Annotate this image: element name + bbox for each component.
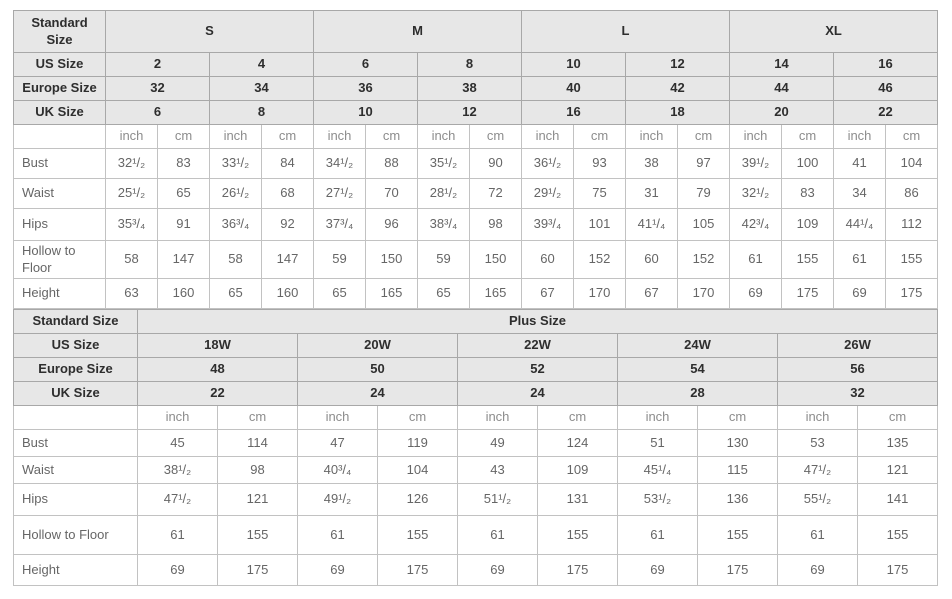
measurement-value-cell: 25¹/₂: [106, 179, 158, 209]
us-size-cell: 26W: [778, 334, 938, 358]
corner-label-cell: Standard Size: [14, 310, 138, 334]
measurement-value-cell: 69: [298, 555, 378, 586]
unit-cm-cell: cm: [886, 125, 938, 149]
uk-size-row-label: UK Size: [14, 382, 138, 406]
measurement-value-cell: 34: [834, 179, 886, 209]
measurement-row-label: Bust: [14, 430, 138, 457]
measurement-value-cell: 90: [470, 149, 522, 179]
us-size-cell: 2: [106, 53, 210, 77]
measurement-value-cell: 155: [538, 516, 618, 555]
measurement-value-cell: 61: [834, 241, 886, 279]
unit-inch-cell: inch: [834, 125, 886, 149]
measurement-value-cell: 147: [158, 241, 210, 279]
uk-size-cell: 22: [138, 382, 298, 406]
measurement-value-cell: 155: [886, 241, 938, 279]
measurement-value-cell: 109: [782, 209, 834, 241]
measurement-value-cell: 152: [678, 241, 730, 279]
uk-size-cell: 24: [458, 382, 618, 406]
measurement-value-cell: 59: [418, 241, 470, 279]
unit-cm-cell: cm: [158, 125, 210, 149]
measurement-value-cell: 41: [834, 149, 886, 179]
us-size-cell: 18W: [138, 334, 298, 358]
uk-size-cell: 28: [618, 382, 778, 406]
europe-size-cell: 54: [618, 358, 778, 382]
measurement-row-label: Waist: [14, 457, 138, 484]
measurement-value-cell: 47: [298, 430, 378, 457]
measurement-value-cell: 100: [782, 149, 834, 179]
europe-size-cell: 52: [458, 358, 618, 382]
measurement-value-cell: 170: [678, 279, 730, 309]
measurement-row-label: Hips: [14, 484, 138, 516]
measurement-value-cell: 69: [730, 279, 782, 309]
unit-cm-cell: cm: [218, 406, 298, 430]
europe-size-cell: 38: [418, 77, 522, 101]
measurement-value-cell: 38: [626, 149, 678, 179]
measurement-value-cell: 29¹/₂: [522, 179, 574, 209]
measurement-value-cell: 42³/₄: [730, 209, 782, 241]
measurement-value-cell: 155: [218, 516, 298, 555]
us-size-cell: 16: [834, 53, 938, 77]
measurement-value-cell: 49: [458, 430, 538, 457]
measurement-row-label: Hips: [14, 209, 106, 241]
unit-inch-cell: inch: [618, 406, 698, 430]
measurement-value-cell: 53: [778, 430, 858, 457]
measurement-value-cell: 34¹/₂: [314, 149, 366, 179]
unit-inch-cell: inch: [418, 125, 470, 149]
measurement-value-cell: 39¹/₂: [730, 149, 782, 179]
measurement-value-cell: 61: [730, 241, 782, 279]
measurement-value-cell: 40³/₄: [298, 457, 378, 484]
measurement-row-label: Bust: [14, 149, 106, 179]
uk-size-cell: 10: [314, 101, 418, 125]
europe-size-row-label: Europe Size: [14, 77, 106, 101]
measurement-value-cell: 83: [782, 179, 834, 209]
measurement-value-cell: 38¹/₂: [138, 457, 218, 484]
us-size-cell: 12: [626, 53, 730, 77]
measurement-value-cell: 93: [574, 149, 626, 179]
size-group-cell: S: [106, 11, 314, 53]
uk-size-cell: 12: [418, 101, 522, 125]
measurement-value-cell: 112: [886, 209, 938, 241]
us-size-cell: 10: [522, 53, 626, 77]
measurement-value-cell: 67: [522, 279, 574, 309]
uk-size-cell: 16: [522, 101, 626, 125]
measurement-value-cell: 155: [858, 516, 938, 555]
measurement-value-cell: 59: [314, 241, 366, 279]
measurement-value-cell: 69: [618, 555, 698, 586]
uk-size-cell: 32: [778, 382, 938, 406]
measurement-value-cell: 61: [778, 516, 858, 555]
measurement-value-cell: 63: [106, 279, 158, 309]
uk-size-cell: 22: [834, 101, 938, 125]
measurement-value-cell: 175: [698, 555, 778, 586]
us-size-cell: 22W: [458, 334, 618, 358]
measurement-value-cell: 31: [626, 179, 678, 209]
measurement-value-cell: 60: [522, 241, 574, 279]
measurement-value-cell: 51¹/₂: [458, 484, 538, 516]
unit-cm-cell: cm: [858, 406, 938, 430]
size-group-cell: L: [522, 11, 730, 53]
measurement-value-cell: 69: [458, 555, 538, 586]
measurement-value-cell: 105: [678, 209, 730, 241]
us-size-cell: 4: [210, 53, 314, 77]
europe-size-cell: 40: [522, 77, 626, 101]
measurement-value-cell: 155: [378, 516, 458, 555]
measurement-value-cell: 49¹/₂: [298, 484, 378, 516]
size-group-cell: Plus Size: [138, 310, 938, 334]
measurement-value-cell: 109: [538, 457, 618, 484]
unit-inch-cell: inch: [106, 125, 158, 149]
measurement-value-cell: 91: [158, 209, 210, 241]
measurement-value-cell: 45¹/₄: [618, 457, 698, 484]
unit-cm-cell: cm: [366, 125, 418, 149]
europe-size-cell: 50: [298, 358, 458, 382]
measurement-row-label: Hollow to Floor: [14, 241, 106, 279]
measurement-row-label: Waist: [14, 179, 106, 209]
europe-size-row-label: Europe Size: [14, 358, 138, 382]
europe-size-cell: 56: [778, 358, 938, 382]
measurement-value-cell: 170: [574, 279, 626, 309]
measurement-value-cell: 83: [158, 149, 210, 179]
measurement-value-cell: 47¹/₂: [778, 457, 858, 484]
measurement-value-cell: 160: [158, 279, 210, 309]
europe-size-cell: 46: [834, 77, 938, 101]
measurement-value-cell: 135: [858, 430, 938, 457]
measurement-value-cell: 104: [378, 457, 458, 484]
measurement-value-cell: 175: [782, 279, 834, 309]
measurement-value-cell: 92: [262, 209, 314, 241]
measurement-value-cell: 175: [858, 555, 938, 586]
measurement-value-cell: 38³/₄: [418, 209, 470, 241]
measurement-value-cell: 165: [366, 279, 418, 309]
measurement-value-cell: 67: [626, 279, 678, 309]
unit-inch-cell: inch: [778, 406, 858, 430]
measurement-value-cell: 61: [298, 516, 378, 555]
measurement-value-cell: 58: [210, 241, 262, 279]
uk-size-cell: 18: [626, 101, 730, 125]
measurement-value-cell: 61: [618, 516, 698, 555]
measurement-value-cell: 104: [886, 149, 938, 179]
measurement-value-cell: 65: [418, 279, 470, 309]
measurement-value-cell: 155: [698, 516, 778, 555]
measurement-value-cell: 61: [458, 516, 538, 555]
measurement-value-cell: 35³/₄: [106, 209, 158, 241]
us-size-cell: 6: [314, 53, 418, 77]
unit-inch-cell: inch: [314, 125, 366, 149]
europe-size-cell: 34: [210, 77, 314, 101]
size-group-cell: XL: [730, 11, 938, 53]
measurement-value-cell: 69: [834, 279, 886, 309]
measurement-value-cell: 45: [138, 430, 218, 457]
unit-inch-cell: inch: [298, 406, 378, 430]
unit-cm-cell: cm: [678, 125, 730, 149]
measurement-value-cell: 124: [538, 430, 618, 457]
measurement-value-cell: 136: [698, 484, 778, 516]
us-size-row-label: US Size: [14, 334, 138, 358]
measurement-value-cell: 119: [378, 430, 458, 457]
size-chart: [13, 10, 938, 586]
measurement-value-cell: 175: [218, 555, 298, 586]
us-size-cell: 20W: [298, 334, 458, 358]
measurement-value-cell: 165: [470, 279, 522, 309]
europe-size-cell: 44: [730, 77, 834, 101]
measurement-value-cell: 147: [262, 241, 314, 279]
measurement-value-cell: 115: [698, 457, 778, 484]
measurement-value-cell: 97: [678, 149, 730, 179]
measurement-value-cell: 65: [210, 279, 262, 309]
measurement-value-cell: 121: [858, 457, 938, 484]
measurement-value-cell: 55¹/₂: [778, 484, 858, 516]
unit-cm-cell: cm: [538, 406, 618, 430]
units-row-empty-cell: [14, 125, 106, 149]
europe-size-cell: 42: [626, 77, 730, 101]
uk-size-cell: 20: [730, 101, 834, 125]
uk-size-cell: 8: [210, 101, 314, 125]
europe-size-cell: 36: [314, 77, 418, 101]
unit-inch-cell: inch: [522, 125, 574, 149]
measurement-value-cell: 130: [698, 430, 778, 457]
measurement-value-cell: 175: [538, 555, 618, 586]
uk-size-cell: 24: [298, 382, 458, 406]
unit-inch-cell: inch: [626, 125, 678, 149]
unit-cm-cell: cm: [698, 406, 778, 430]
measurement-value-cell: 121: [218, 484, 298, 516]
measurement-value-cell: 60: [626, 241, 678, 279]
measurement-value-cell: 43: [458, 457, 538, 484]
us-size-cell: 24W: [618, 334, 778, 358]
measurement-value-cell: 32¹/₂: [106, 149, 158, 179]
measurement-value-cell: 155: [782, 241, 834, 279]
uk-size-row-label: UK Size: [14, 101, 106, 125]
measurement-value-cell: 69: [778, 555, 858, 586]
measurement-value-cell: 69: [138, 555, 218, 586]
measurement-value-cell: 68: [262, 179, 314, 209]
measurement-value-cell: 84: [262, 149, 314, 179]
measurement-value-cell: 150: [470, 241, 522, 279]
plus-size-table: [13, 309, 938, 586]
unit-cm-cell: cm: [782, 125, 834, 149]
measurement-value-cell: 141: [858, 484, 938, 516]
measurement-value-cell: 44¹/₄: [834, 209, 886, 241]
measurement-value-cell: 51: [618, 430, 698, 457]
measurement-value-cell: 39³/₄: [522, 209, 574, 241]
us-size-cell: 8: [418, 53, 522, 77]
measurement-value-cell: 70: [366, 179, 418, 209]
measurement-row-label: Height: [14, 279, 106, 309]
measurement-value-cell: 72: [470, 179, 522, 209]
unit-cm-cell: cm: [262, 125, 314, 149]
europe-size-cell: 48: [138, 358, 298, 382]
measurement-row-label: Height: [14, 555, 138, 586]
measurement-value-cell: 131: [538, 484, 618, 516]
us-size-cell: 14: [730, 53, 834, 77]
measurement-value-cell: 53¹/₂: [618, 484, 698, 516]
units-row-empty-cell: [14, 406, 138, 430]
measurement-value-cell: 175: [886, 279, 938, 309]
measurement-value-cell: 98: [470, 209, 522, 241]
measurement-value-cell: 33¹/₂: [210, 149, 262, 179]
measurement-value-cell: 150: [366, 241, 418, 279]
unit-cm-cell: cm: [574, 125, 626, 149]
unit-inch-cell: inch: [210, 125, 262, 149]
size-group-cell: M: [314, 11, 522, 53]
unit-cm-cell: cm: [470, 125, 522, 149]
measurement-value-cell: 32¹/₂: [730, 179, 782, 209]
measurement-value-cell: 114: [218, 430, 298, 457]
measurement-value-cell: 86: [886, 179, 938, 209]
standard-size-table: [13, 10, 938, 309]
measurement-value-cell: 36³/₄: [210, 209, 262, 241]
europe-size-cell: 32: [106, 77, 210, 101]
measurement-value-cell: 58: [106, 241, 158, 279]
measurement-value-cell: 65: [314, 279, 366, 309]
measurement-value-cell: 96: [366, 209, 418, 241]
corner-label-cell: Standard Size: [14, 11, 106, 53]
measurement-value-cell: 101: [574, 209, 626, 241]
unit-inch-cell: inch: [138, 406, 218, 430]
measurement-value-cell: 37³/₄: [314, 209, 366, 241]
measurement-value-cell: 65: [158, 179, 210, 209]
measurement-row-label: Hollow to Floor: [14, 516, 138, 555]
unit-inch-cell: inch: [458, 406, 538, 430]
unit-inch-cell: inch: [730, 125, 782, 149]
measurement-value-cell: 126: [378, 484, 458, 516]
measurement-value-cell: 79: [678, 179, 730, 209]
measurement-value-cell: 27¹/₂: [314, 179, 366, 209]
measurement-value-cell: 41¹/₄: [626, 209, 678, 241]
measurement-value-cell: 75: [574, 179, 626, 209]
measurement-value-cell: 160: [262, 279, 314, 309]
measurement-value-cell: 26¹/₂: [210, 179, 262, 209]
measurement-value-cell: 175: [378, 555, 458, 586]
unit-cm-cell: cm: [378, 406, 458, 430]
uk-size-cell: 6: [106, 101, 210, 125]
measurement-value-cell: 88: [366, 149, 418, 179]
us-size-row-label: US Size: [14, 53, 106, 77]
measurement-value-cell: 98: [218, 457, 298, 484]
measurement-value-cell: 152: [574, 241, 626, 279]
measurement-value-cell: 35¹/₂: [418, 149, 470, 179]
measurement-value-cell: 61: [138, 516, 218, 555]
measurement-value-cell: 28¹/₂: [418, 179, 470, 209]
measurement-value-cell: 36¹/₂: [522, 149, 574, 179]
measurement-value-cell: 47¹/₂: [138, 484, 218, 516]
